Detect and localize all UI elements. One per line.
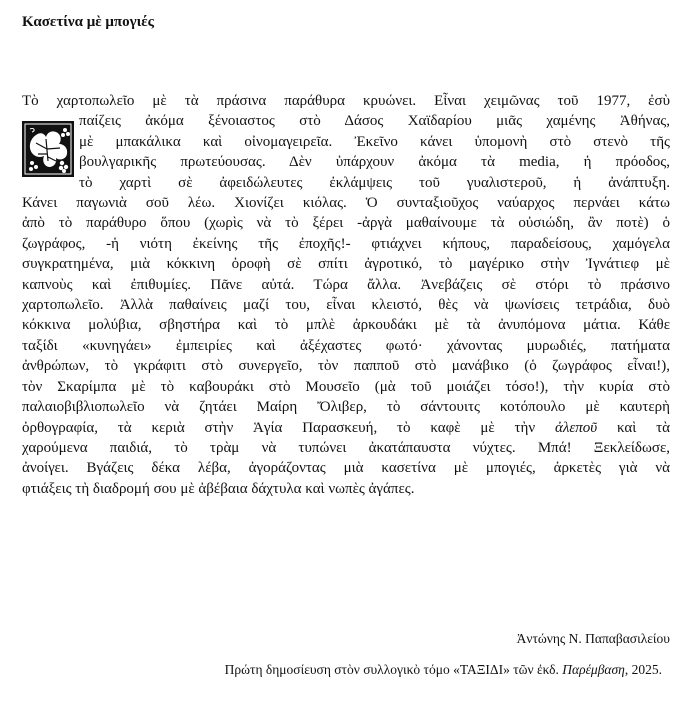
text-line: τὸν Σκαρίμπα μὲ τὸ καβουράκι στὸ Μουσεῖο (μὰ τοῦ μοιάζει τόσο!), τὴν κυρία στὸ	[22, 378, 670, 395]
text-line: Τὸ χαρτοπωλεῖο μὲ τὰ πράσινα παράθυρα κρυώνει. Εἶναι χειμῶνας τοῦ 1977, ἐσὺ	[22, 93, 670, 109]
text-line: ἀνοίγει. Βγάζεις δέκα λέβα, ἀγοράζοντας μιὰ κασετίνα μὲ μπογιές, ἀρκετὲς γιὰ νὰ	[22, 460, 670, 477]
text-line: τὸ χαρτὶ σὲ ἀφειδώλευτες ἐκλάμψεις τοῦ γυαλιστεροῦ, ἡ ἀνάπτυξη.	[79, 174, 670, 191]
text-segment: ὀρθογραφία, τὰ κεριὰ στὴν Ἁγία Παρασκευή, τὸ καφὲ μὲ τὴν	[22, 419, 536, 436]
grapevine-ornament-icon	[22, 121, 74, 177]
text-segment: καὶ τὰ	[616, 419, 670, 436]
text-line: καπνοὺς καὶ ἐπιθυμίες. Πᾶνε αὐτά. Τώρα ἄλλα. Ἀνεβάζεις σὲ στόρι τὸ πράσινο	[22, 276, 670, 293]
text-line: ζωγράφος, -ἡ νιότη ἐκείνης τῆς ἐποχῆς!- φτιάχνει κήπους, παραδείσους, χαμόγελα	[22, 235, 670, 252]
text-line: παίζεις ἀκόμα ξένοιαστος στὸ Δάσος Χαϊδαρίου μιᾶς χαμένης Ἀθήνας,	[79, 113, 670, 130]
text-line: ἀπὸ τὸ παράθυρο ὅπου (χωρὶς νὰ τὸ ξέρει -ἀργὰ μαθαίνουμε τὰ οὐσιώδη, ἂν ποτὲ) ὁ	[22, 215, 670, 232]
text-line: μὲ μπακάλικα καὶ οἰνομαγειρεῖα. Ἐκεῖνο κάνει ὑπομονὴ στὸ στενὸ τῆς	[79, 133, 670, 150]
text-line: κόκκινα μολύβια, σβηστήρα καὶ τὸ μπλὲ ἀρκουδάκι μὲ τὰ ἀνυπόμονα μάτια. Κάθε	[22, 317, 670, 334]
publication-note	[225, 662, 662, 678]
text-line: φτιάξεις τὴ διαδρομή σου μὲ ἀβέβαια δάχτυλα καὶ νωπὲς ἀγάπες.	[22, 480, 415, 497]
text-line: συγκρατημένα, μιὰ κόκκινη ὀροφὴ σὲ σπίτι ἀγροτικό, τὸ μαγέρικο στὴν Ἰγνάτιεφ μὲ	[22, 256, 670, 273]
text-line: χαρτοπωλεῖο. Ἀλλὰ παθαίνεις μαζί του, εἶναι κλειστό, θὲς νὰ ψωνίσεις τετράδια, δυὸ	[22, 297, 670, 314]
text-line: χαρούμενα παιδιά, τὸ τρὰμ νὰ τυπώνει ἀκατάπαυστα νύχτες. Μπά! Ξεκλείδωσε,	[22, 439, 670, 456]
publication-suffix: , 2025.	[624, 662, 662, 677]
page-title: Κασετίνα μὲ μπογιές	[22, 14, 154, 30]
text-line: ἀνθρώπων, τὸ γκράφιτι στὸ συνεργεῖο, τὸν παπποῦ στὸ μανάβικο (ὁ ζωγράφος εἶναι!),	[22, 358, 670, 375]
text-line: ταξίδι «κυνηγάει» ἐμπειρίες καὶ ἀξέχαστες φωτό· χάνοντας μυρωδιές, πατήματα	[22, 337, 670, 354]
text-line	[22, 418, 670, 438]
text-line: Κάνει παγωνιὰ σοῦ λέω. Χιονίζει κιόλας. Ὁ συνταξιοῦχος ναύαρχος περνάει κάτω	[22, 195, 670, 212]
text-line: βουλγαρικῆς πρωτεύουσας. Δὲν ὑπάρχουν ἀκόμα τὰ media, ἡ πρόοδος,	[79, 154, 670, 171]
author-name: Ἀντώνης Ν. Παπαβασιλείου	[516, 631, 670, 646]
publisher-name: Παρέμβαση	[562, 662, 625, 677]
story-text	[22, 91, 670, 499]
text-segment-italic: ἀλεποῦ	[554, 419, 598, 436]
publication-prefix: Πρώτη δημοσίευση στὸν συλλογικὸ τόμο «ΤΑΞΙΔΙ» τῶν ἐκδ.	[224, 662, 559, 677]
text-line: παλαιοβιβλιοπωλεῖο νὰ ζητάει Μαίρη Ὄλιβερ, τὸ σάντουιτς κοτόπουλο μὲ καυτερὴ	[22, 399, 670, 416]
